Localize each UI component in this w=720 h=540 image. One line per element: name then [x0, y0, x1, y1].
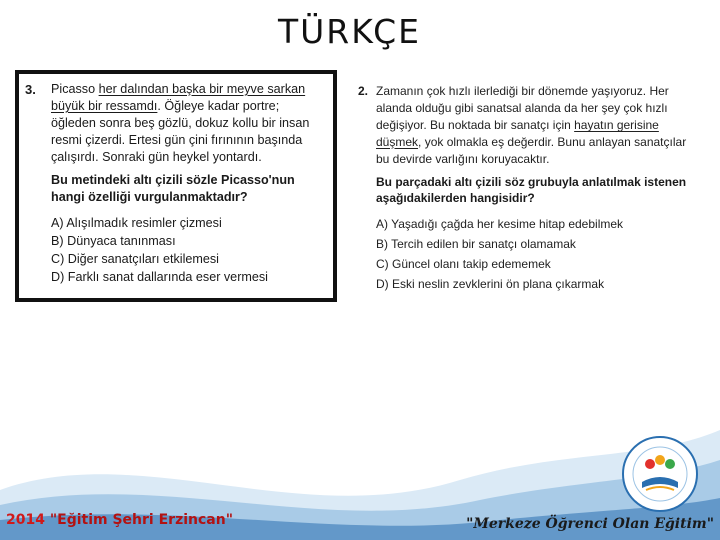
question-1-passage [51, 81, 325, 166]
passage-text: Zamanın çok hızlı ilerlediği bir dönemde yaşıyoruz. Her alanda olduğu gibi sanatsal alanda da her şey çok hızlı değişiyor. Bu noktada bir sanatçı için [376, 84, 669, 132]
question-1-stem: Bu metindeki altı çizili sözle Picasso'nun hangi özelliği vurgulanmaktadır? [51, 173, 295, 204]
answer-option-d[interactable]: D) Farklı sanat dallarında eser vermesi [51, 270, 268, 284]
answer-option-a[interactable]: A) Alışılmadık resimler çizmesi [51, 216, 222, 230]
passage-text: Picasso [51, 82, 99, 96]
answer-option-c[interactable]: C) Güncel olanı takip edememek [376, 257, 551, 271]
answer-option-d[interactable]: D) Eski neslin zevklerini ön plana çıkarmak [376, 277, 605, 291]
question-2 [358, 83, 698, 294]
question-2-number: 2. [358, 84, 369, 98]
question-2-stem: Bu parçadaki altı çizili söz grubuyla anlatılmak istenen aşağıdakilerden hangisidir? [376, 175, 687, 205]
answer-option-a[interactable]: A) Yaşadığı çağda her kesime hitap edebilmek [376, 217, 624, 231]
ministry-logo-icon [620, 434, 700, 514]
question-1-options [51, 214, 325, 286]
underlined-phrase: büyük bir ressamdı [51, 99, 158, 113]
answer-option-c[interactable]: C) Diğer sanatçıları etkilemesi [51, 252, 219, 266]
answer-option-b[interactable]: B) Tercih edilen bir sanatçı olamamak [376, 237, 576, 251]
question-2-passage [376, 83, 698, 168]
footer-slogan-left-text: "Eğitim Şehri Erzincan" [49, 512, 233, 528]
slide-title: TÜRKÇE [278, 12, 421, 51]
answer-option-b[interactable]: B) Dünyaca tanınması [51, 234, 176, 248]
footer-slogan-right: "Merkeze Öğrenci Olan Eğitim" [466, 516, 714, 532]
underlined-phrase: hayatın gerisine düşmek [376, 118, 659, 149]
footer-year: 2014 [6, 512, 45, 528]
passage-text: . Öğleye kadar portre; öğleden sonra beş gözlü, dokuz kollu bir insan resmi çizerdi. Ertesi gün çini fırınının başında çalışırdı. Sonraki gün heykel yontardı. [51, 99, 310, 164]
passage-text: , yok olmakla eş değerdir. Bunu anlayan sanatçılar bu devirde varlığını koruyacaktır. [376, 135, 687, 166]
question-2-options [376, 214, 698, 294]
question-1-box [15, 70, 337, 302]
underlined-phrase: her dalından başka bir meyve sarkan [98, 82, 306, 96]
question-1-number: 3. [25, 82, 36, 97]
footer-slogan-left [6, 512, 233, 528]
